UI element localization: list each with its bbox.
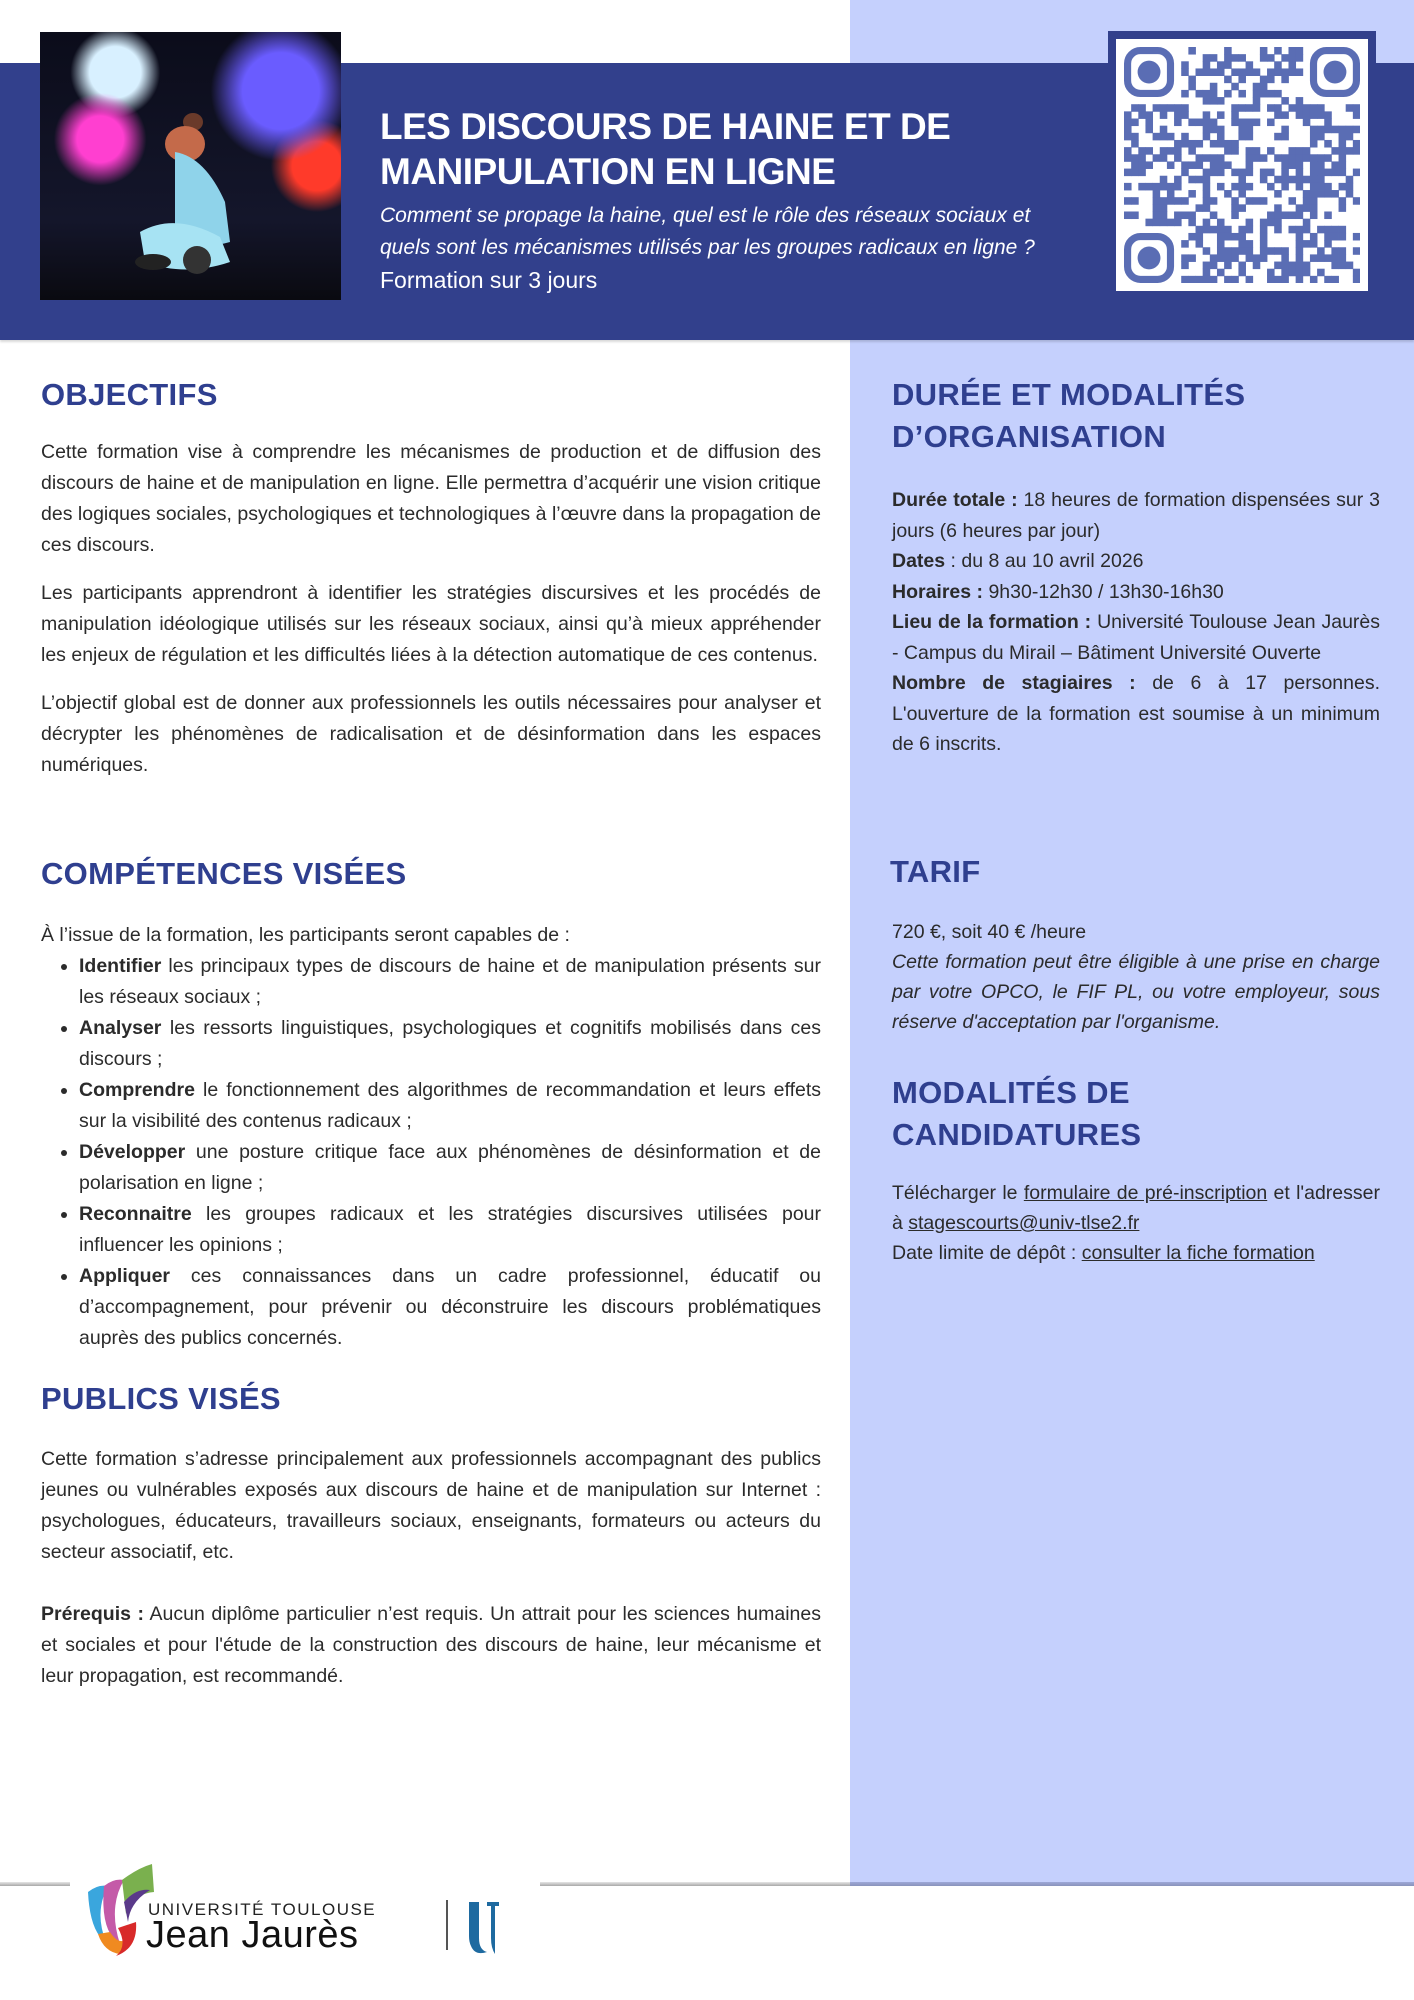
deadline [892, 1238, 1380, 1268]
person-illustration [135, 112, 255, 282]
duree-lieu [892, 607, 1380, 668]
list-item [79, 1199, 821, 1261]
text: Télécharger le [892, 1182, 1024, 1204]
prereq-label: Prérequis : [41, 1603, 145, 1625]
publics-paragraph: Cette formation s’adresse principalement aux professionnels accompagnant des publics jeunes ou vulnérables exposés aux discours de haine et de manipulation sur Internet : psychologues, éducateurs, travailleurs sociaux, enseignants, formateurs ou acteurs du secteur associatif, etc. [41, 1448, 821, 1563]
objectifs-paragraph: Cette formation vise à comprendre les mécanismes de production et de diffusion des discours de haine et de manipulation en ligne. Elle permettra d’acquérir une vision critique des logiques sociales, psychologiques et technologiques à l’œuvre dans la propagation de ces discours. [41, 441, 821, 556]
duree-nombre [892, 668, 1380, 760]
qr-code-icon [1124, 47, 1360, 283]
publics-body [41, 1444, 821, 1709]
skill-text: une posture critique face aux phénomènes de désinformation et de polarisation en ligne ; [79, 1141, 821, 1194]
skill-verb: Identifier [79, 955, 162, 977]
title-line-2: MANIPULATION EN LIGNE [380, 151, 836, 192]
header-title-block [380, 104, 1080, 296]
duree-total [892, 485, 1380, 546]
heading-line: D’ORGANISATION [892, 419, 1167, 454]
deadline-label: Date limite de dépôt : [892, 1242, 1082, 1264]
skill-verb: Développer [79, 1141, 186, 1163]
list-item [79, 1075, 821, 1137]
tarif-note: Cette formation peut être éligible à une prise en charge par votre OPCO, le FIF PL, ou votre employeur, sous réserve d'acceptation par l'organisme. [892, 951, 1380, 1033]
section-heading-tarif: TARIF [890, 854, 981, 889]
objectifs-paragraph: Les participants apprendront à identifier les stratégies discursives et les procédés de manipulation idéologique utilisés sur les réseaux sociaux, ainsi qu’à mieux appréhender les enjeux de régulation et les difficultés liées à la détection automatique de ces contenus. [41, 582, 821, 666]
university-logo[interactable] [70, 1860, 540, 1960]
logo-text-line-1: UNIVERSITÉ TOULOUSE [148, 1900, 377, 1919]
section-heading-competences: COMPÉTENCES VISÉES [41, 856, 407, 891]
objectifs-body [41, 437, 821, 798]
preregistration-form-link[interactable]: formulaire de pré-inscription [1023, 1182, 1268, 1204]
list-item [79, 1261, 821, 1354]
field-label: Durée totale : [892, 489, 1018, 511]
prereq-text: Aucun diplôme particulier n’est requis. Un attrait pour les sciences humaines et sociales et pour l'étude de la construction des discours de haine, leur mécanisme et leur propagation, est recommandé. [41, 1603, 821, 1687]
field-value: Université Toulouse Jean Jaurès - Campus du Mirail – Bâtiment Université Ouverte [892, 611, 1380, 664]
field-value: 9h30-12h30 / 13h30-16h30 [983, 580, 1224, 603]
heading-line: CANDIDATURES [892, 1117, 1142, 1152]
skill-text: les groupes radicaux et les stratégies discursives utilisées pour influencer les opinions ; [79, 1203, 821, 1256]
competences-body [41, 920, 821, 1354]
subtitle-line-1: Comment se propage la haine, quel est le rôle des réseaux sociaux et [380, 204, 1031, 227]
skill-verb: Reconnaitre [79, 1203, 192, 1225]
field-label: Lieu de la formation : [892, 611, 1092, 633]
header-photo [40, 32, 341, 300]
heading-line: MODALITÉS DE [892, 1075, 1130, 1110]
training-duration: Formation sur 3 jours [380, 267, 598, 293]
logo-text-line-2: Jean Jaurès [146, 1914, 359, 1956]
skill-text: ces connaissances dans un cadre professionnel, éducatif ou d’accompagnement, pour prévenir ou déconstruire les discours problématiques auprès des publics concernés. [79, 1265, 821, 1349]
skills-list [41, 951, 821, 1354]
duree-dates [892, 546, 1380, 577]
skill-verb: Analyser [79, 1017, 162, 1039]
page-title [380, 104, 1080, 194]
list-item [79, 1137, 821, 1199]
candidatures-text [892, 1178, 1380, 1238]
ut-logo-icon [465, 1898, 505, 1958]
field-value: : du 8 au 10 avril 2026 [945, 550, 1144, 572]
section-heading-objectifs: OBJECTIFS [41, 377, 218, 412]
prerequisites [41, 1599, 821, 1692]
tarif-price: 720 €, soit 40 € /heure [892, 921, 1087, 943]
qr-code[interactable] [1116, 39, 1368, 291]
skill-verb: Comprendre [79, 1079, 195, 1101]
list-item [79, 951, 821, 1013]
footer-divider-right [850, 1882, 1414, 1886]
title-line-1: LES DISCOURS DE HAINE ET DE [380, 106, 951, 147]
skill-verb: Appliquer [79, 1265, 170, 1287]
field-value: de 6 à 17 personnes. L'ouverture de la formation est soumise à un minimum de 6 inscrits. [892, 672, 1380, 755]
subtitle-line-2: quels sont les mécanismes utilisés par les groupes radicaux en ligne ? [380, 236, 1035, 259]
qr-code-frame[interactable] [1108, 31, 1376, 295]
skill-text: le fonctionnement des algorithmes de recommandation et leurs effets sur la visibilité des contenus radicaux ; [79, 1079, 821, 1132]
field-label: Nombre de stagiaires : [892, 672, 1136, 694]
duree-body [892, 485, 1380, 760]
heading-line: DURÉE ET MODALITÉS [892, 377, 1246, 412]
objectifs-paragraph: L’objectif global est de donner aux professionnels les outils nécessaires pour analyser et décrypter les phénomènes de radicalisation et de désinformation dans les espaces numériques. [41, 692, 821, 776]
tarif-body [892, 917, 1380, 1037]
text: et l'adresser à [892, 1182, 1380, 1234]
field-label: Horaires : [892, 580, 984, 603]
section-heading-duree [892, 374, 1245, 458]
candidatures-body [892, 1178, 1380, 1268]
skill-text: les ressorts linguistiques, psychologiques et cognitifs mobilisés dans ces discours ; [79, 1017, 821, 1070]
logo-separator [446, 1900, 448, 1950]
section-heading-candidatures [892, 1072, 1141, 1156]
skill-text: les principaux types de discours de haine et de manipulation présents sur les réseaux sociaux ; [79, 955, 821, 1008]
duree-horaires [892, 577, 1380, 608]
training-sheet-link[interactable]: consulter la fiche formation [1081, 1242, 1315, 1264]
field-value: 18 heures de formation dispensées sur 3 jours (6 heures par jour) [892, 489, 1380, 542]
competences-intro: À l’issue de la formation, les participants seront capables de : [41, 924, 570, 946]
page-subtitle [380, 200, 1080, 264]
email-link[interactable]: stagescourts@univ-tlse2.fr [908, 1212, 1140, 1234]
list-item [79, 1013, 821, 1075]
field-label: Dates [892, 550, 946, 572]
section-heading-publics: PUBLICS VISÉS [41, 1381, 281, 1416]
